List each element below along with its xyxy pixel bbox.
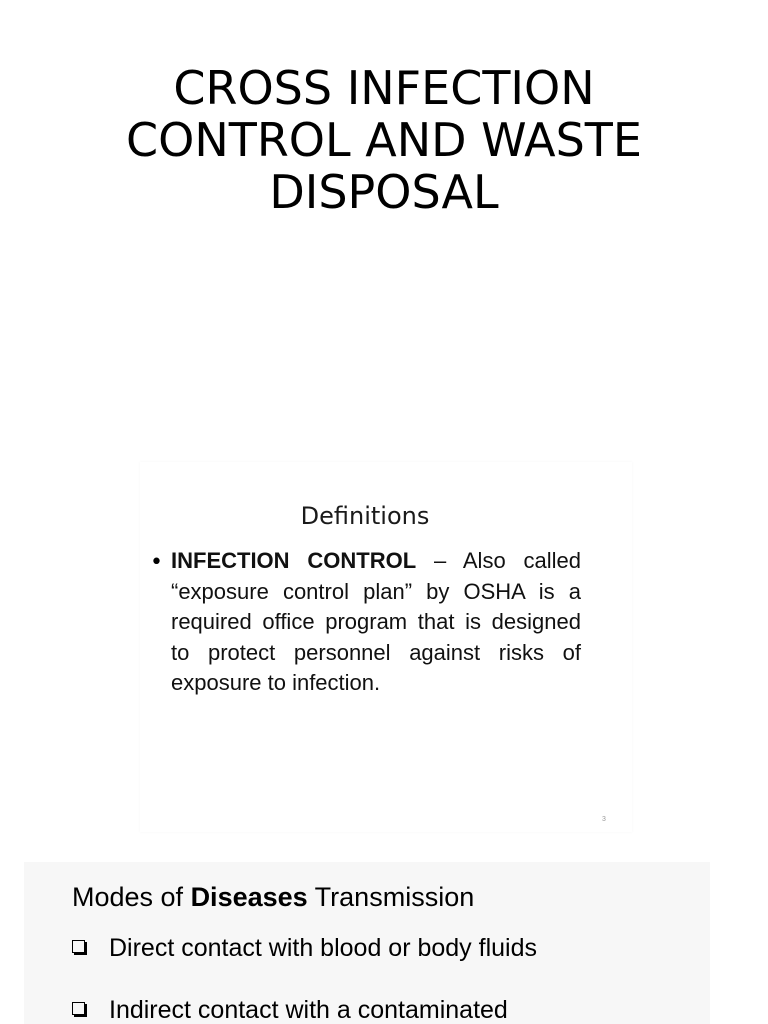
definitions-heading: Definitions xyxy=(300,502,430,530)
title-line-2: CONTROL AND WASTE xyxy=(126,113,642,167)
slide-page-number: 3 xyxy=(602,816,606,823)
transmission-modes-slide xyxy=(24,862,710,1024)
list-item xyxy=(72,996,508,1024)
definition-description: – Also called “exposure control plan” by OSHA is a required office program that is designed to protect personnel against risks of exposure to infection. xyxy=(171,548,581,695)
title-line-3: DISPOSAL xyxy=(269,165,499,219)
definition-text xyxy=(171,546,581,699)
definitions-slide xyxy=(140,462,632,832)
list-item xyxy=(72,934,537,963)
heading-part-2: Transmission xyxy=(307,882,475,912)
list-item-text: Direct contact with blood or body fluids xyxy=(109,934,537,962)
page-title xyxy=(0,62,768,218)
heading-part-1: Modes of xyxy=(72,882,191,912)
checkbox-bullet-icon xyxy=(72,940,85,953)
heading-bold: Diseases xyxy=(190,882,308,912)
list-item-text: Indirect contact with a contaminated xyxy=(109,996,508,1024)
bullet-icon: • xyxy=(150,550,163,575)
definition-term: INFECTION CONTROL xyxy=(171,548,417,573)
checkbox-bullet-icon xyxy=(72,1002,85,1015)
transmission-modes-heading xyxy=(72,882,474,913)
title-line-1: CROSS INFECTION xyxy=(173,61,595,115)
